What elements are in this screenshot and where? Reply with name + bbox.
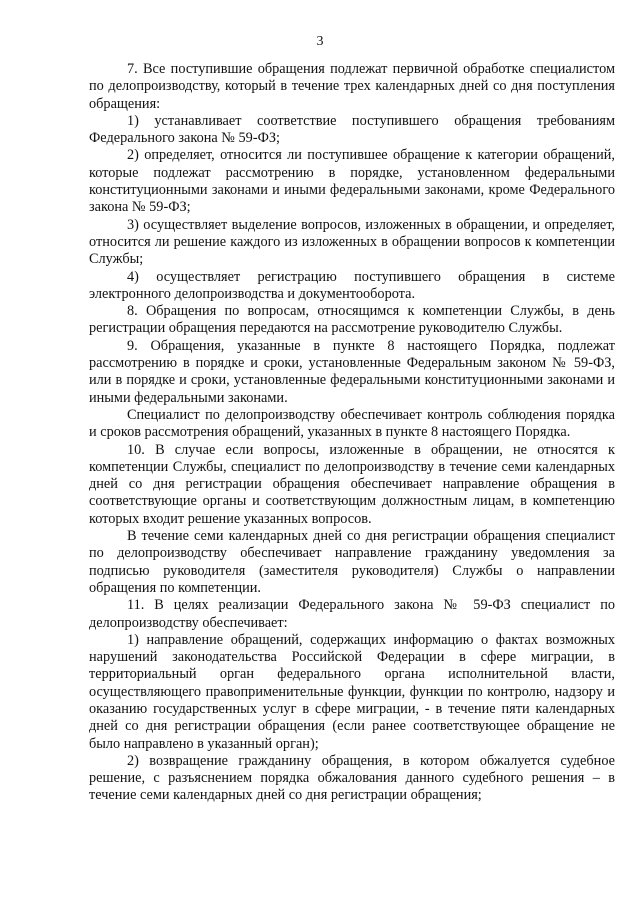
- paragraph-9: 9. Обращения, указанные в пункте 8 настоящего Порядка, подлежат рассмотрению в порядке и сроки, установленные Федеральным законом № 59-ФЗ, или в порядке и сроки, установленные федеральными конституционными законами и иными федеральными законами.: [89, 337, 615, 406]
- document-body: [89, 61, 615, 805]
- paragraph-10: 10. В случае если вопросы, изложенные в обращении, не относятся к компетенции Службы, специалист по делопроизводству в течение семи календарных дней со дня регистрации обращения обеспечивает направление обращения в соответствующие органы и соответствующим должностным лицам, в компетенцию которых входит решение указанных вопросов.: [89, 441, 615, 527]
- paragraph-9-control: Специалист по делопроизводству обеспечивает контроль соблюдения порядка и сроков рассмотрения обращений, указанных в пункте 8 настоящего Порядка.: [89, 406, 615, 441]
- paragraph-11: 11. В целях реализации Федерального закона № 59-ФЗ специалист по делопроизводству обеспечивает:: [89, 597, 615, 631]
- paragraph-11-item-2: 2) возвращение гражданину обращения, в котором обжалуется судебное решение, с разъяснением порядка обжалования данного судебного решения – в течение семи календарных дней со дня регистрации обращения;: [89, 752, 615, 804]
- paragraph-11-item-1: 1) направление обращений, содержащих информацию о фактах возможных нарушений законодательства Российской Федерации в сфере миграции, в территориальный орган федерального органа исполнительной власти, осуществляющего правоприменительные функции, функции по контролю, надзору и оказанию государственных услуг в сфере миграции, - в течение пяти календарных дней со дня регистрации обращения (если ранее соответствующее обращение не было направлено в указанный орган);: [89, 631, 615, 752]
- paragraph-7-item-3: 3) осуществляет выделение вопросов, изложенных в обращении, и определяет, относится ли решение каждого из изложенных в обращении вопросов к компетенции Службы;: [89, 216, 615, 268]
- page-number: 3: [316, 34, 324, 49]
- paragraph-7-item-1: 1) устанавливает соответствие поступившего обращения требованиям Федерального закона № 59-ФЗ;: [89, 112, 615, 147]
- paragraph-7-item-4: 4) осуществляет регистрацию поступившего обращения в системе электронного делопроизводства и документооборота.: [89, 268, 615, 302]
- paragraph-7-item-2: 2) определяет, относится ли поступившее обращение к категории обращений, которые подлежат рассмотрению в порядке, установленном федеральными конституционными законами и иными федеральными законами, кроме Федерального закона № 59-ФЗ;: [89, 147, 615, 216]
- paragraph-7: 7. Все поступившие обращения подлежат первичной обработке специалистом по делопроизводству, который в течение трех календарных дней со дня поступления обращения:: [89, 61, 615, 112]
- paragraph-10-notification: В течение семи календарных дней со дня регистрации обращения специалист по делопроизводству обеспечивает направление гражданину уведомления за подписью руководителя (заместителя руководителя) Службы о направлении обращения по компетенции.: [89, 528, 615, 596]
- paragraph-8: 8. Обращения по вопросам, относящимся к компетенции Службы, в день регистрации обращения передаются на рассмотрение руководителю Службы.: [89, 303, 615, 337]
